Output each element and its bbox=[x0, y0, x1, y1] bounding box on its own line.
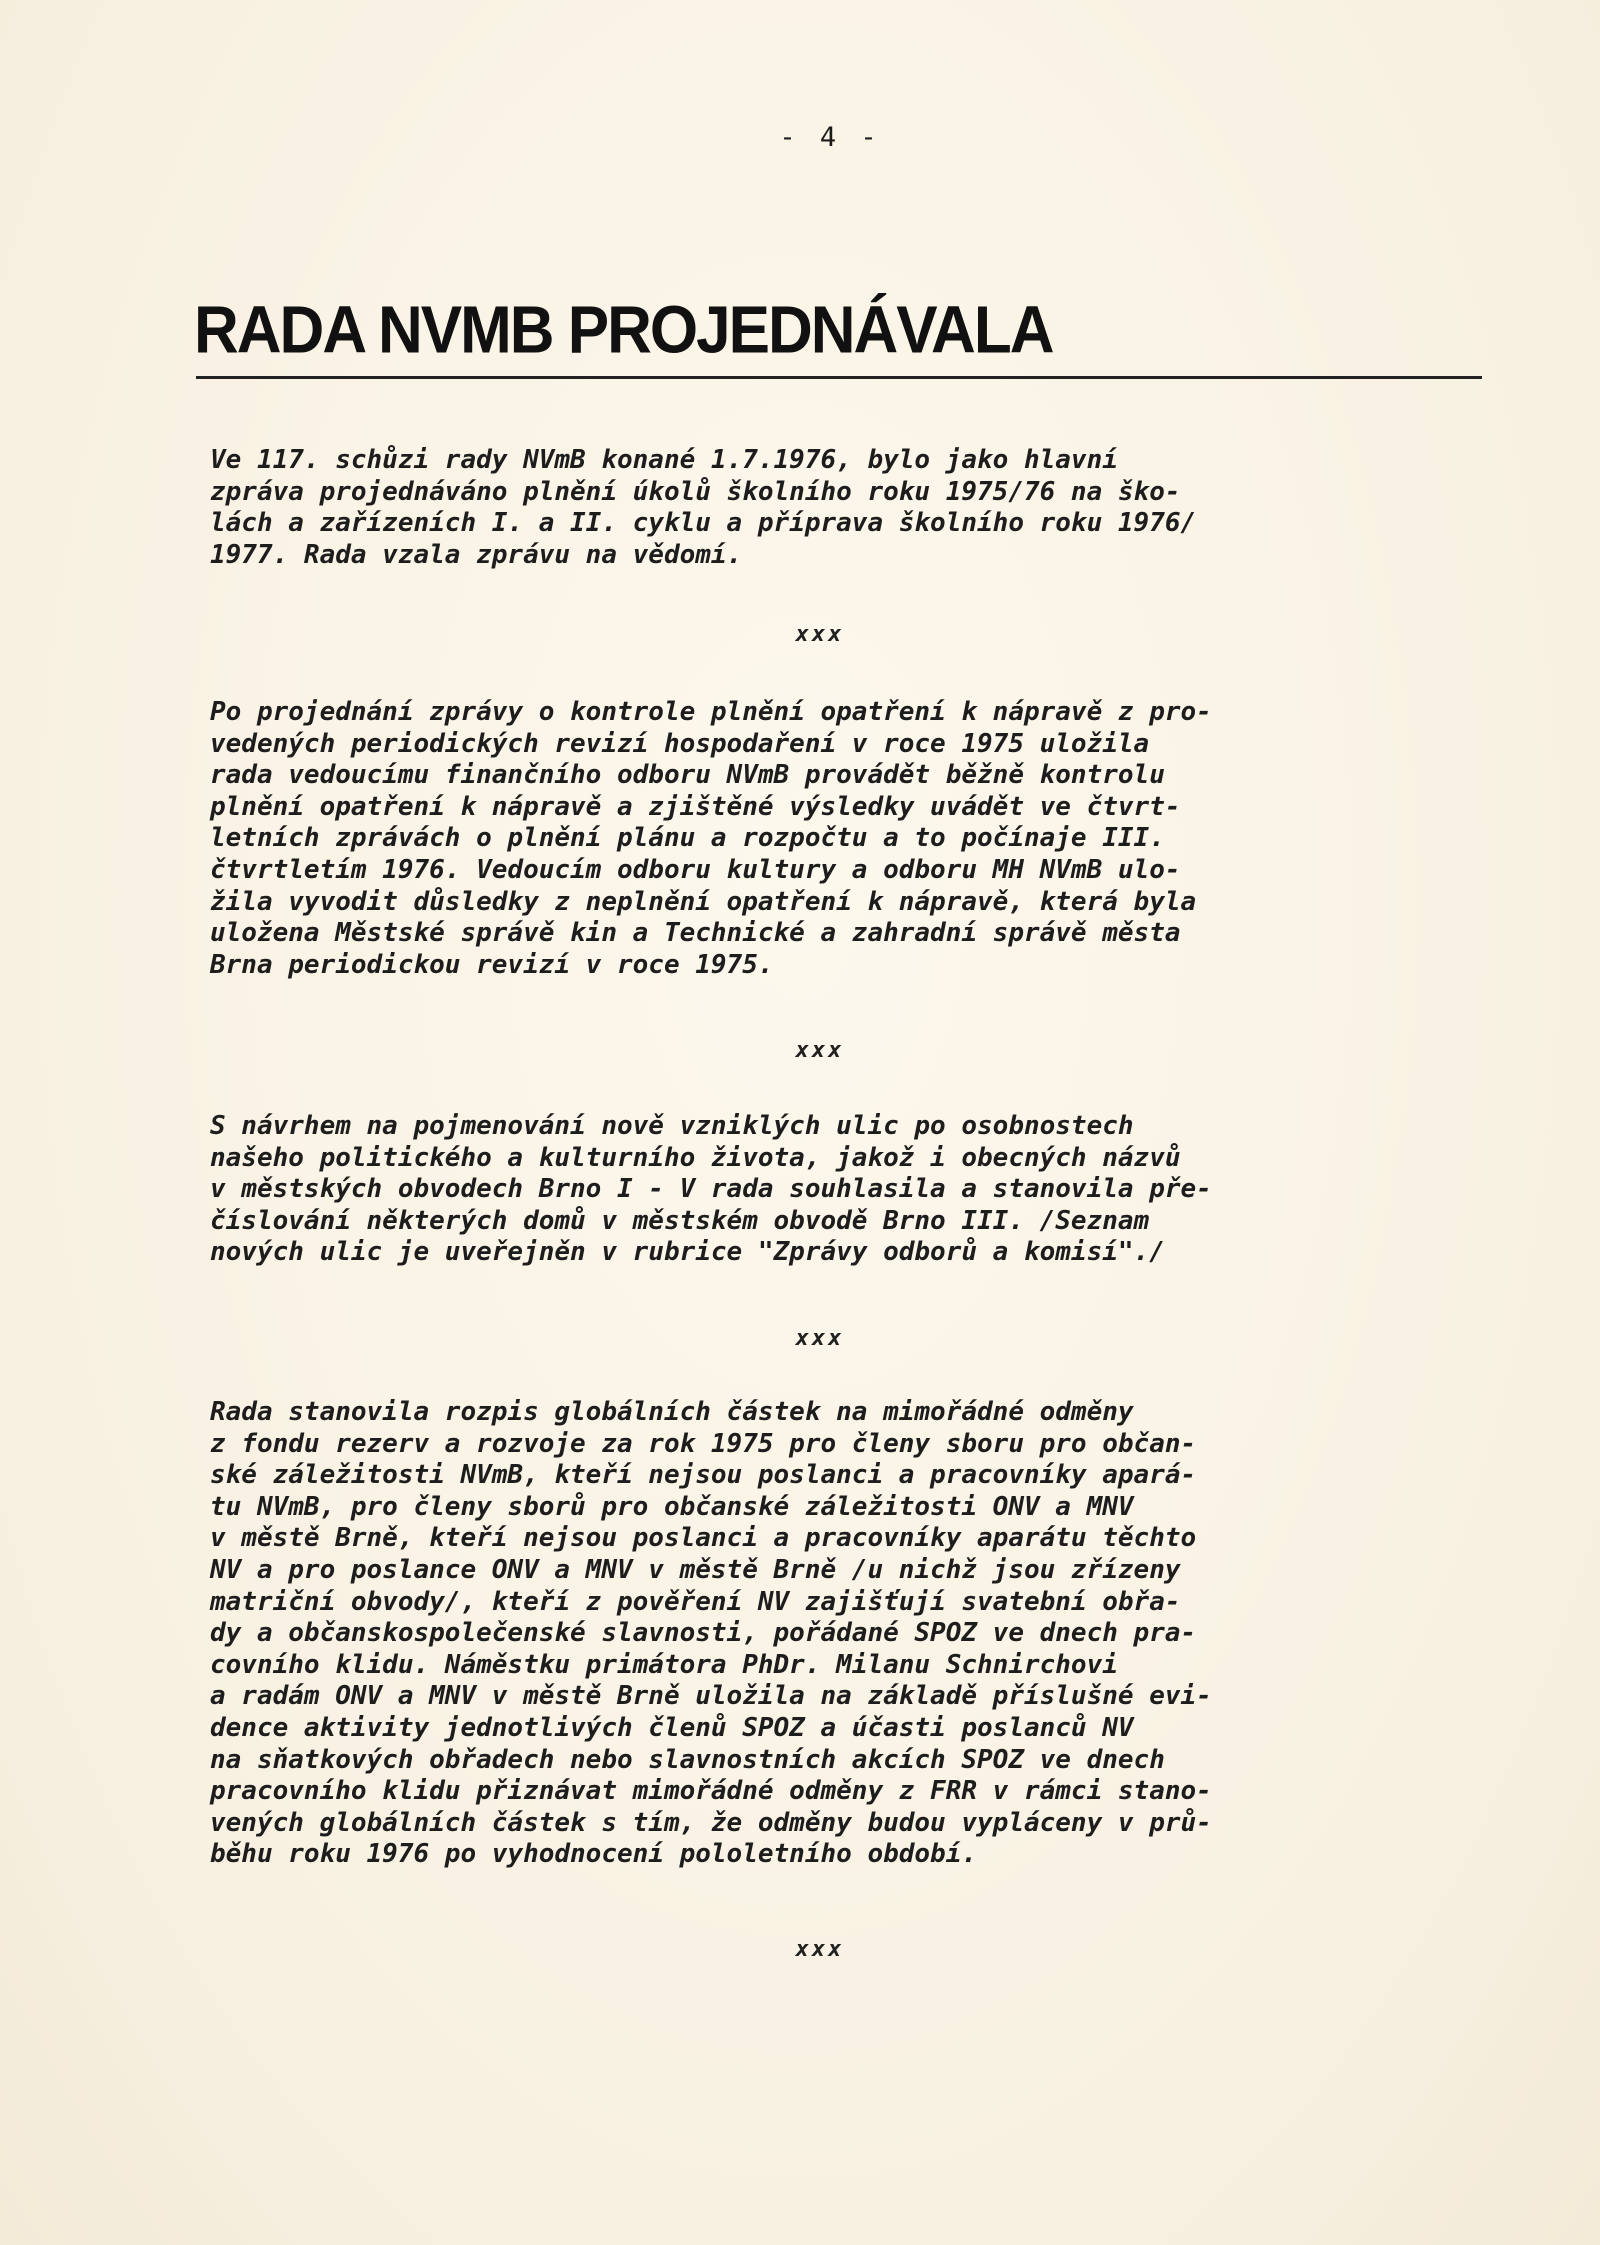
section-separator: xxx bbox=[795, 622, 845, 647]
paragraph-spoz-bonuses: Rada stanovila rozpis globálních částek na mimořádné odměny z fondu rezerv a rozvoje za rok 1975 pro členy sboru pro občan- ské záležitosti NVmB, kteří nejsou poslanci a pracovníky apará- tu NVmB, pro členy sborů pro občanské záležitosti ONV a MNV v městě Brně, kteří nejsou poslanci a pracovníky aparátu těchto NV a pro poslance ONV a MNV v městě Brně /u nichž jsou zřízeny matriční obvody/, kteří z pověření NV zajišťují svatební obřa- dy a občanskospolečenské slavnosti, pořádané SPOZ ve dnech pra- covního klidu. Náměstku primátora PhDr. Milanu Schnirchovi a radám ONV a MNV v městě Brně uložila na základě příslušné evi- dence aktivity jednotlivých členů SPOZ a účasti poslanců NV na sňatkových obřadech nebo slavnostních akcích SPOZ ve dnech pracovního klidu přiznávat mimořádné odměny z FRR v rámci stano- vených globálních částek s tím, že odměny budou vypláceny v prů- běhu roku 1976 po vyhodnocení pololetního období. bbox=[210, 1397, 1212, 1870]
paragraph-revision-control: Po projednání zprávy o kontrole plnění opatření k nápravě z pro- vedených periodických revizí hospodaření v roce 1975 uložila rada vedoucímu finančního odboru NVmB provádět běžně kontrolu plnění opatření k nápravě a zjištěné výsledky uvádět ve čtvrt- letních zprávách o plnění plánu a rozpočtu a to počínaje III. čtvrtletím 1976. Vedoucím odboru kultury a odboru MH NVmB ulo- žila vyvodit důsledky z neplnění opatření k nápravě, která byla uložena Městské správě kin a Technické a zahradní správě města Brna periodickou revizí v roce 1975. bbox=[210, 697, 1212, 980]
paragraph-school-year-report: Ve 117. schůzi rady NVmB konané 1.7.1976, bylo jako hlavní zpráva projednáváno plnění úkolů školního roku 1975/76 na ško- lách a zařízeních I. a II. cyklu a příprava školního roku 1976/ 1977. Rada vzala zprávu na vědomí. bbox=[210, 445, 1197, 570]
paragraph-street-naming: S návrhem na pojmenování nově vzniklých ulic po osobnostech našeho politického a kulturního života, jakož i obecných názvů v městských obvodech Brno I - V rada souhlasila a stanovila pře- číslování některých domů v městském obvodě Brno III. /Seznam nových ulic je uveřejněn v rubrice "Zprávy odborů a komisí"./ bbox=[210, 1111, 1212, 1268]
section-separator: xxx bbox=[795, 1326, 845, 1351]
title-underline bbox=[196, 376, 1482, 379]
section-separator: xxx bbox=[795, 1038, 845, 1063]
section-separator: xxx bbox=[795, 1937, 845, 1962]
page-number: - 4 - bbox=[779, 122, 881, 153]
page-title: RADA NVMB PROJEDNÁVALA bbox=[194, 293, 1053, 368]
